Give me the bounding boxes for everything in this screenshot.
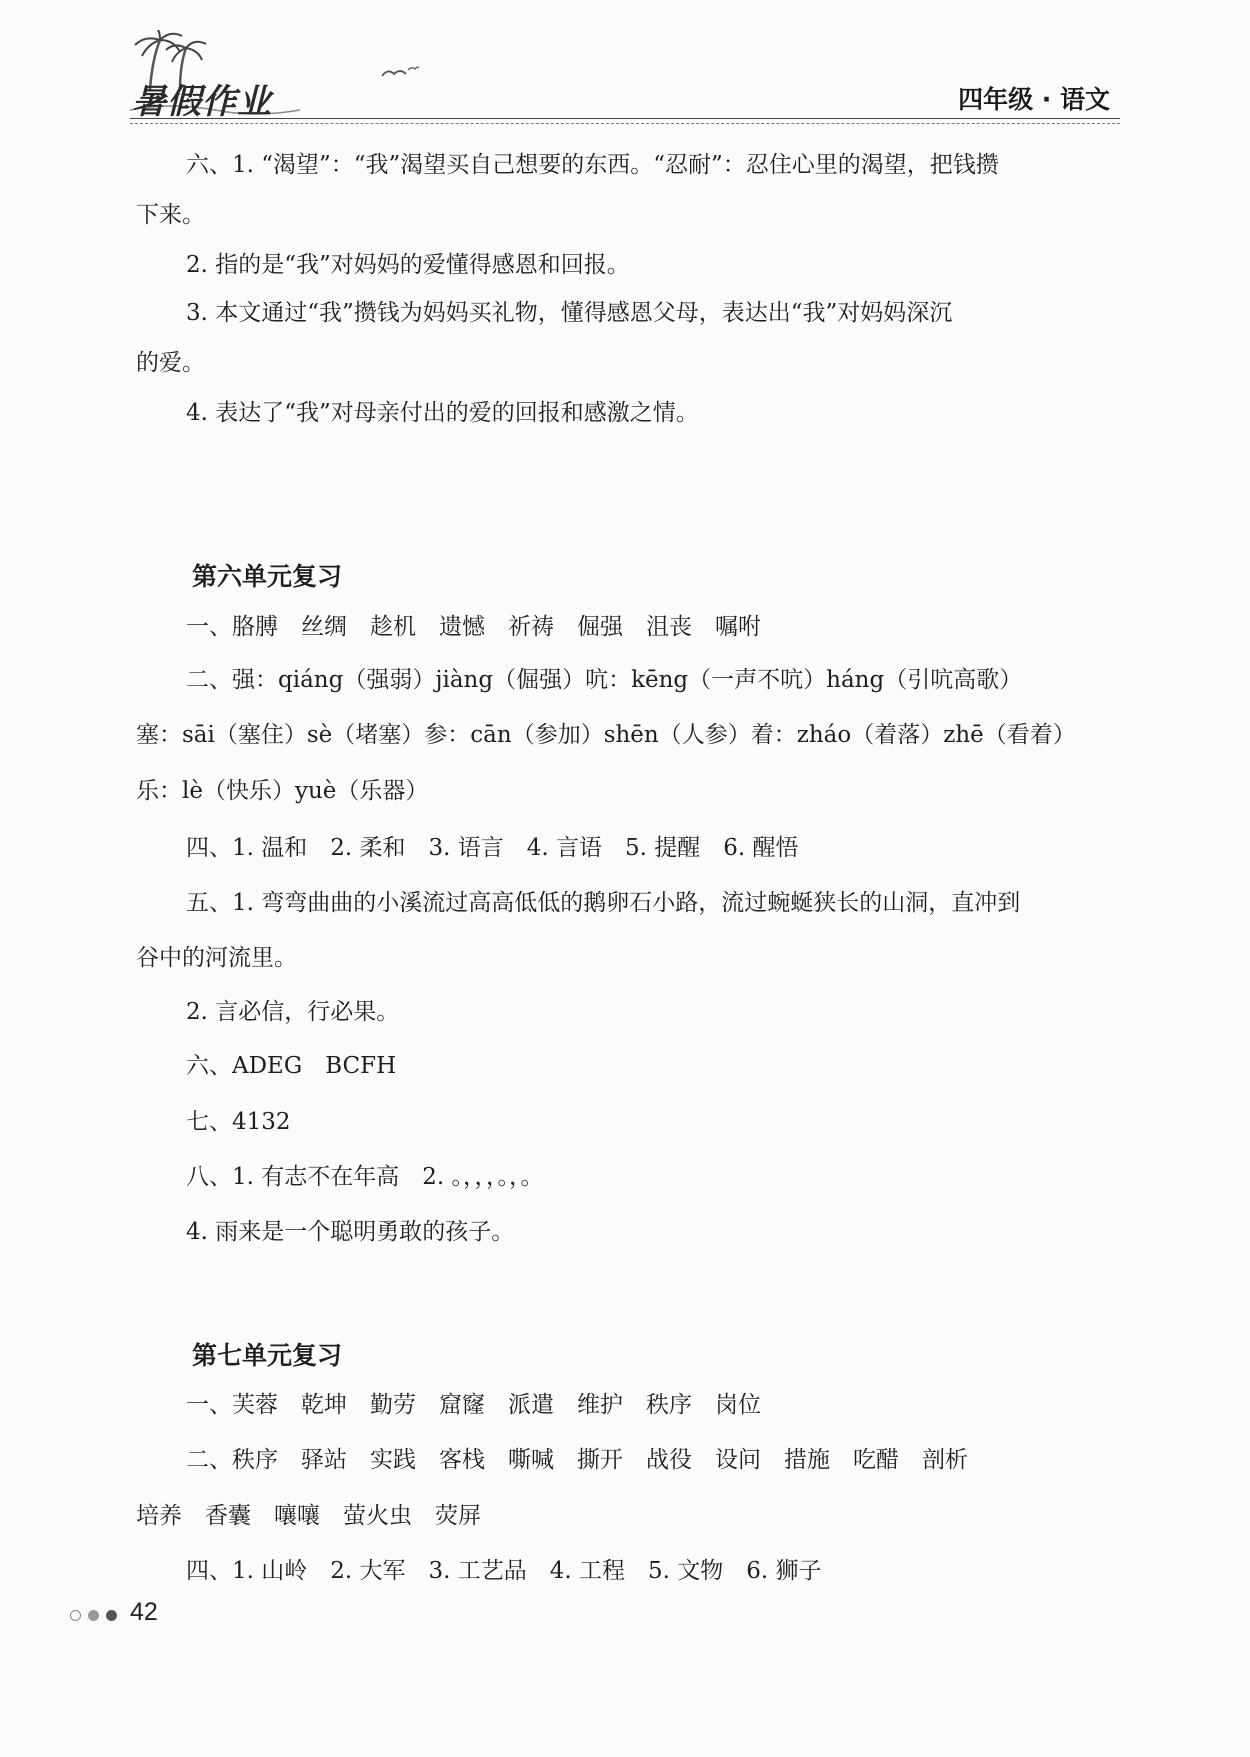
answer-line: 八、1. 有志不在年高 2. 。，，，。，。 (186, 1164, 544, 1190)
answer-line: 培养 香囊 嚷嚷 萤火虫 荧屏 (136, 1503, 481, 1529)
grade-subject: 四年级 · 语文 (958, 85, 1110, 114)
answer-line: 四、1. 温和 2. 柔和 3. 语言 4. 言语 5. 提醒 6. 醒悟 (186, 835, 799, 861)
answer-line: 七、4132 (186, 1109, 291, 1135)
answer-line: 3. 本文通过“我”攒钱为妈妈买礼物，懂得感恩父母，表达出“我”对妈妈深沉 (186, 300, 953, 326)
answer-line: 一、芙蓉 乾坤 勤劳 窟窿 派遣 维护 秩序 岗位 (186, 1392, 761, 1418)
answer-line: 塞：sāi（塞住）sè（堵塞）参：cān（参加）shēn（人参）着：zháo（着落）zhē（看着） (136, 722, 1076, 748)
circle-filled-icon (88, 1610, 99, 1621)
answer-line: 二、强：qiáng（强弱）jiàng（倔强）吭：kēng（一声不吭）háng（引吭高歌） (186, 667, 1023, 693)
logo-text: 暑假作业 (132, 82, 272, 122)
answer-line: 谷中的河流里。 (136, 945, 297, 971)
answer-line: 二、秩序 驿站 实践 客栈 嘶喊 撕开 战役 设问 措施 吃醋 剖析 (186, 1447, 968, 1473)
answer-line: 2. 言必信，行必果。 (186, 999, 400, 1025)
section-heading: 第六单元复习 (192, 562, 343, 591)
page-number: 42 (130, 1598, 158, 1626)
answer-line: 的爱。 (136, 350, 205, 376)
answer-line: 下来。 (136, 202, 205, 228)
answer-line: 六、ADEG BCFH (186, 1053, 397, 1079)
answer-line: 六、1. “渴望”：“我”渴望买自己想要的东西。“忍耐”：忍住心里的渴望，把钱攒 (186, 152, 999, 178)
answer-line: 五、1. 弯弯曲曲的小溪流过高高低低的鹅卵石小路，流过蜿蜒狭长的山洞，直冲到 (186, 890, 1021, 916)
bird-icon (380, 64, 420, 84)
answer-line: 4. 表达了“我”对母亲付出的爱的回报和感激之情。 (186, 400, 699, 426)
header-rule (130, 118, 1120, 126)
answer-line: 乐：lè（快乐）yuè（乐器） (136, 778, 429, 804)
circle-outline-icon (70, 1610, 81, 1621)
answer-line: 四、1. 山岭 2. 大军 3. 工艺品 4. 工程 5. 文物 6. 狮子 (186, 1558, 822, 1584)
section-heading: 第七单元复习 (192, 1341, 343, 1370)
answer-line: 一、胳膊 丝绸 趁机 遗憾 祈祷 倔强 沮丧 嘱咐 (186, 614, 761, 640)
circle-filled-icon (106, 1610, 117, 1621)
answer-line: 2. 指的是“我”对妈妈的爱懂得感恩和回报。 (186, 252, 630, 278)
page-header (0, 0, 1250, 130)
answer-line: 4. 雨来是一个聪明勇敢的孩子。 (186, 1219, 515, 1245)
